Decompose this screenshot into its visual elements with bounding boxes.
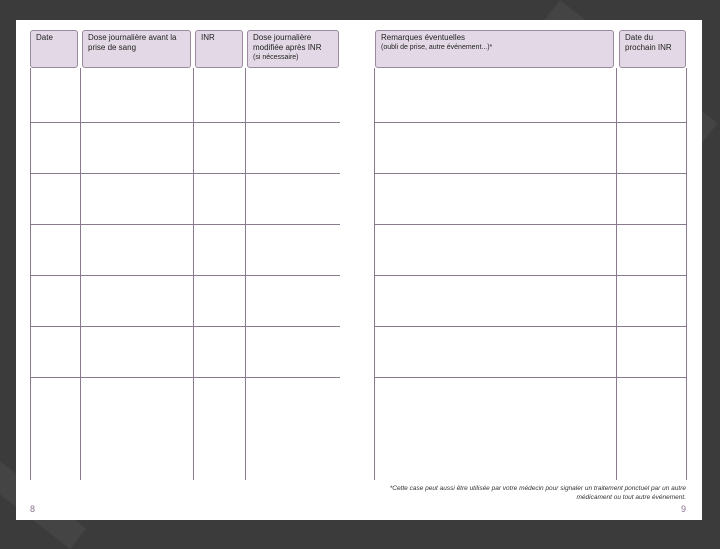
row-line [30, 275, 340, 276]
header-remarks: Remarques éventuelles (oubli de prise, autre événement...)* [375, 30, 614, 68]
header-dose-modified: Dose journalière modifiée après INR (si nécessaire) [247, 30, 339, 68]
column-line [616, 68, 617, 480]
header-remarks-note: (oubli de prise, autre événement...)* [381, 44, 493, 51]
header-dose-modified-note: (si nécessaire) [253, 54, 299, 61]
row-line [374, 377, 687, 378]
row-line [374, 326, 687, 327]
column-line [686, 68, 687, 480]
column-line [80, 68, 81, 480]
row-line [30, 326, 340, 327]
footnote: *Cette case peut aussi être utilisée par votre médecin pour signaler un traitement ponctuel par un autre médicament ou tout autre événement. [389, 485, 686, 501]
page-number-right: 9 [680, 504, 686, 514]
row-line [30, 122, 340, 123]
column-line [30, 68, 31, 480]
row-line [374, 122, 687, 123]
row-line [30, 173, 340, 174]
header-dose-before: Dose journalière avant la prise de sang [82, 30, 191, 68]
page-number-left: 8 [30, 504, 36, 514]
logbook-page [16, 20, 702, 520]
header-inr: INR [195, 30, 243, 68]
header-date: Date [30, 30, 78, 68]
column-line [193, 68, 194, 480]
row-line [374, 275, 687, 276]
column-line [374, 68, 375, 480]
row-line [374, 224, 687, 225]
header-next-inr-date: Date du prochain INR [619, 30, 686, 68]
row-line [30, 377, 340, 378]
column-line [245, 68, 246, 480]
row-line [30, 224, 340, 225]
row-line [374, 173, 687, 174]
